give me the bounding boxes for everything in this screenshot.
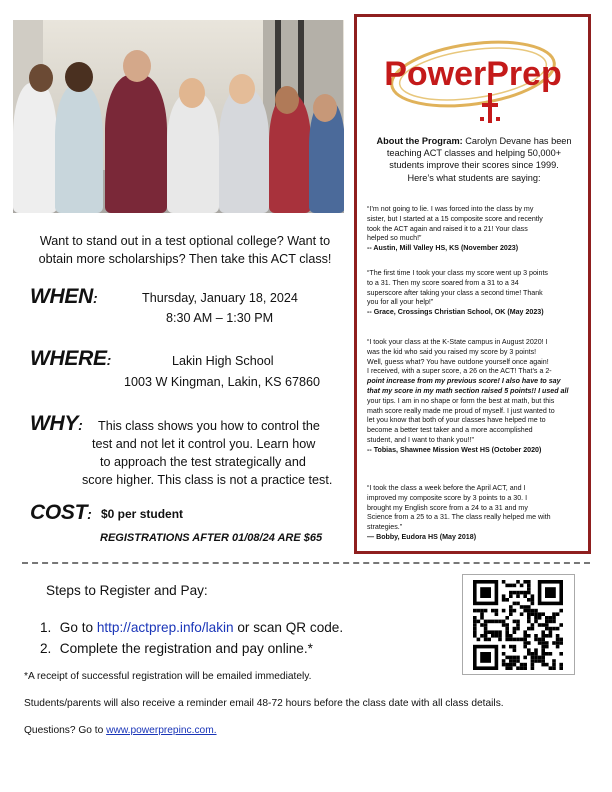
questions-line <box>24 725 217 736</box>
testimonial-line: superscore after taking your class a second time! Thank <box>367 288 543 297</box>
where-colon: : <box>106 352 112 368</box>
step-2-text: Complete the registration and pay online.* <box>59 641 313 656</box>
testimonials-sidebar <box>354 14 591 554</box>
intro-line-2: obtain more scholarships? Then take this ACT class! <box>38 252 332 266</box>
about-line-2: teaching ACT classes and helping 50,000+ <box>386 148 562 159</box>
testimonial-line: become a better test taker and a more accomplished <box>367 426 533 435</box>
testimonial-line: helped so much!” <box>367 234 422 243</box>
testimonial-author: -- Austin, Mill Valley HS, KS (November 2023) <box>367 244 519 253</box>
testimonial-austin <box>367 205 582 254</box>
testimonial-bobby <box>367 484 582 543</box>
testimonial-line: brought my English score from a 24 to a 31 and my <box>367 503 528 512</box>
when-label <box>30 285 97 309</box>
testimonial-line: “I took the class a week before the April ACT, and I <box>367 484 526 492</box>
where-label <box>30 347 111 371</box>
testimonial-line: math score really made me proud of myself. I just wanted to <box>367 406 555 415</box>
questions-prefix: Questions? Go to <box>24 725 107 736</box>
when-colon: : <box>92 290 98 306</box>
testimonial-line: “The first time I took your class my score went up 3 points <box>367 269 548 277</box>
step-1-prefix: Go to <box>59 620 97 635</box>
when-label-text: WHEN <box>30 285 93 308</box>
why-line-2: test and not let it control you. Learn how <box>92 437 316 451</box>
why-line-4: score higher. This class is not a practice test. <box>82 473 333 487</box>
testimonial-line: was the kid who said you raised my score by 3 points! <box>367 347 537 356</box>
where-place: Lakin High School <box>172 354 274 368</box>
testimonial-line: I received, with a super score, a 26 on the ACT! That’s a 2- <box>367 367 552 376</box>
why-colon: : <box>78 417 83 433</box>
testimonial-line: strategies.” <box>367 523 403 532</box>
testimonial-line: student, and I want to thank you!!” <box>367 435 474 444</box>
testimonial-line: Well, guess what? You have outdone yourself once again! <box>367 357 549 366</box>
why-label <box>30 412 82 436</box>
testimonial-line: “I’m not going to lie. I was forced into the class by my <box>367 205 534 213</box>
testimonial-line: “I took your class at the K-State campus in August 2020! I <box>367 338 548 346</box>
reminder-note: Students/parents will also receive a reminder email 48-72 hours before the class date with all class details. <box>24 698 504 709</box>
testimonial-grace <box>367 269 582 318</box>
step-1-number: 1. <box>40 620 52 635</box>
testimonial-line: point increase from my previous score! I also have to say <box>367 377 561 386</box>
register-step-2 <box>40 641 313 656</box>
qr-code[interactable] <box>462 574 575 675</box>
dashed-divider <box>22 562 590 564</box>
where-label-text: WHERE <box>30 347 107 370</box>
testimonial-line: improved my composite score by 3 points to a 30. I <box>367 493 528 502</box>
register-step-1 <box>40 620 343 635</box>
testimonial-line: to a 31. Then my score soared from a 31 to a 34 <box>367 278 519 287</box>
where-address: 1003 W Kingman, Lakin, KS 67860 <box>124 375 321 389</box>
cost-price: $0 per student <box>101 507 184 521</box>
cost-colon: : <box>87 506 92 522</box>
qr-code-graphic <box>463 575 574 674</box>
why-line-1: This class shows you how to control the <box>98 419 320 433</box>
powerprep-logo <box>385 29 561 129</box>
testimonial-author: -- Tobias, Shawnee Mission West HS (October 2020) <box>367 445 542 454</box>
testimonial-line: took the ACT again and raised it to a 21! Your class <box>367 224 528 233</box>
step-1-suffix: or scan QR code. <box>233 620 344 635</box>
registration-link[interactable]: http://actprep.info/lakin <box>96 620 234 635</box>
about-line-4: Here’s what students are saying: <box>407 172 541 183</box>
receipt-note: *A receipt of successful registration will be emailed immediately. <box>24 671 312 682</box>
about-line-1: Carolyn Devane has been <box>462 136 572 146</box>
intro-text <box>24 232 346 268</box>
intro-line-1: Want to stand out in a test optional college? Want to <box>39 234 331 248</box>
about-program <box>365 135 583 184</box>
testimonial-line: you for all your help!” <box>367 298 434 307</box>
testimonial-line: your tips. I am in no shape or form the best at math, but this <box>367 396 555 405</box>
website-link[interactable]: www.powerprepinc.com. <box>106 725 217 736</box>
about-line-3: students improve their scores since 1999. <box>389 160 559 171</box>
testimonial-author: -- Grace, Crossings Christian School, OK (May 2023) <box>367 308 544 317</box>
when-time: 8:30 AM – 1:30 PM <box>166 311 274 325</box>
logo-text: PowerPrep <box>385 55 561 93</box>
cost-label <box>30 501 92 525</box>
testimonial-line: sister, but I started at a 15 composite score and recently <box>367 214 543 223</box>
testimonial-line: that my score in my math section raised 5 points!! I used all <box>367 386 569 395</box>
step-2-number: 2. <box>40 641 52 656</box>
testimonial-tobias <box>367 338 582 456</box>
testimonial-line: let you know that both of your classes have helped me to <box>367 416 546 425</box>
why-label-text: WHY <box>30 412 79 435</box>
students-photo <box>13 20 344 213</box>
why-line-3: to approach the test strategically and <box>100 455 306 469</box>
register-title: Steps to Register and Pay: <box>46 583 208 598</box>
when-date: Thursday, January 18, 2024 <box>142 291 298 305</box>
cost-label-text: COST <box>30 501 88 524</box>
testimonial-line: Science from a 25 to a 31. The class really helped me with <box>367 513 551 522</box>
testimonial-author: — Bobby, Eudora HS (May 2018) <box>367 532 477 541</box>
about-label: About the Program: <box>376 136 463 146</box>
cost-late-fee: REGISTRATIONS AFTER 01/08/24 ARE $65 <box>100 532 323 544</box>
